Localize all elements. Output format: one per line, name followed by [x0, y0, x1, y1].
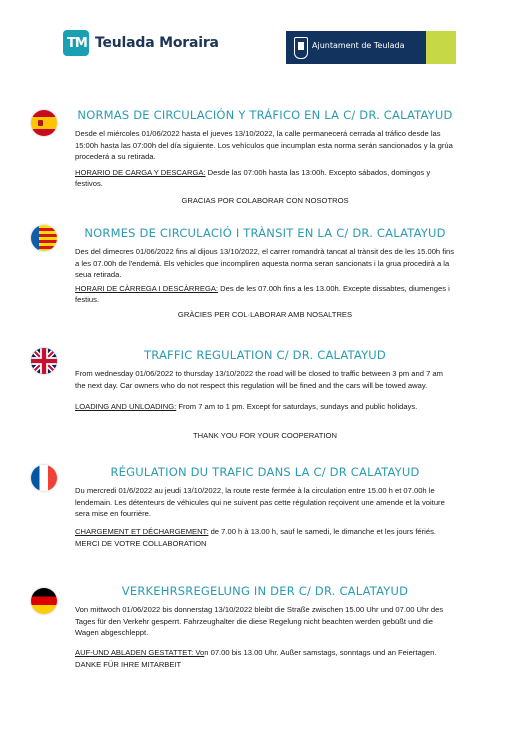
schedule-text: n 07.00 bis 13.00 Uhr. Außer samstags, sonntags und an Feiertagen. [204, 647, 437, 657]
teulada-moraira-logo-text: Teulada Moraira [95, 35, 219, 51]
section-body: Von mittwoch 01/06/2022 bis donnerstag 13/10/2022 bleibt die Straße zwischen 15.00 Uhr und 07.00 Uhr des Tages für den Verkehr gesperrt. Fahrzeughalter die diese Regelung nicht beachten werden gebüßt und die Wagen abgeschleppt. [75, 605, 444, 637]
section-thanks: GRACIAS POR COLABORAR CON NOSOTROS [181, 195, 349, 205]
section-thanks: GRÀCIES PER COL·LABORAR AMB NOSALTRES [177, 309, 353, 319]
schedule-label: AUF-UND ABLADEN GESTATTET: Vo [75, 647, 205, 657]
crest-icon [294, 37, 308, 59]
section-title: RÉGULATION DU TRAFIC DANS LA C/ DR CALATAYUD [110, 465, 420, 479]
page-header [0, 0, 520, 90]
section-body: Du mercredi 01/6/2022 au jeudi 13/10/2022, la route reste fermée à la circulation entre 15.00 h et 07.00h le lendemain. Les détenteurs de véhicules qui ne suivent pas cette régulation reçoivent une amende et la voiture sera mise en fourrière. [75, 486, 445, 518]
schedule-text: From 7 am to 1 pm. Except for saturdays, sundays and public holidays. [176, 402, 418, 411]
schedule-label: HORARIO DE CARGA Y DESCARGA: [75, 167, 206, 177]
section-thanks: MERCI DE VOTRE COLLABORATION [75, 539, 207, 548]
france-flag-icon [31, 465, 57, 491]
section-title: TRAFFIC REGULATION C/ DR. CALATAYUD [144, 348, 386, 362]
section-thanks: THANK YOU FOR YOUR COOPERATION [193, 430, 337, 440]
section-german [75, 584, 455, 671]
ajuntament-logo [286, 31, 456, 64]
section-title: NORMES DE CIRCULACIÓ I TRÀNSIT EN LA C/ DR. CALATAYUD [84, 226, 446, 240]
section-body: From wednesday 01/06/2022 to thursday 13/10/2022 the road will be closed to traffic between 3 pm and 7 am the next day. Car owners who do not respect this regulation will be fined and the cars will be towed away. [75, 369, 443, 390]
section-title: NORMAS DE CIRCULACIÓN Y TRÁFICO EN LA C/ DR. CALATAYUD [77, 108, 453, 122]
teulada-moraira-logo [63, 30, 219, 56]
section-schedule [75, 526, 455, 538]
schedule-text: de 7.00 h à 13.00 h, sauf le samedi, le dimanche et les jours fériés. [208, 526, 436, 536]
valencia-flag-icon [31, 225, 57, 251]
schedule-text: Desde las 07:00h hasta las 13:00h. Excepto sábados, domingos y festivos. [75, 167, 431, 188]
section-body: Desde el miércoles 01/06/2022 hasta el jueves 13/10/2022, la calle permanecerá cerrada al tráfico desde las 15:00h hasta las 07:00h del día siguiente. Los vehículos que incumplan esta norma serán sancionados y la grúa procederá a su retirada. [75, 129, 453, 161]
ajuntament-logo-text: Ajuntament de Teulada [312, 41, 405, 50]
section-schedule [75, 401, 455, 413]
section-schedule [75, 647, 455, 659]
logo-accent [426, 31, 456, 64]
uk-flag-icon [31, 348, 57, 374]
schedule-text: Des de les 07.00h fins a les 13.00h. Excepte dissabtes, diumenges i festius. [75, 283, 450, 304]
section-spanish [75, 108, 455, 205]
spain-flag-icon [31, 110, 57, 136]
section-french [75, 465, 455, 550]
section-body: Des del dimecres 01/06/2022 fins al dijous 13/10/2022, el carrer romandrà tancat al trànsit des de les 15.00h fins a les 07.00h de l'endemà. Els vehicles que incompliren aquesta norma seran sancionats i la grua procedirà a la seua retirada. [75, 247, 455, 279]
section-schedule [75, 283, 455, 306]
schedule-label: LOADING AND UNLOADING: [75, 402, 177, 411]
section-schedule [75, 167, 455, 190]
section-english [75, 348, 455, 440]
germany-flag-icon [31, 588, 57, 614]
schedule-label: CHARGEMENT ET DÉCHARGEMENT: [75, 526, 209, 536]
section-valencian [75, 226, 455, 319]
schedule-label: HORARI DE CÀRREGA I DESCÀRREGA: [75, 283, 219, 293]
section-title: VERKEHRSREGELUNG IN DER C/ DR. CALATAYUD [121, 584, 409, 598]
section-thanks: DANKE FÜR IHRE MITARBEIT [75, 660, 182, 669]
tm-logo-icon: TM [63, 30, 89, 56]
